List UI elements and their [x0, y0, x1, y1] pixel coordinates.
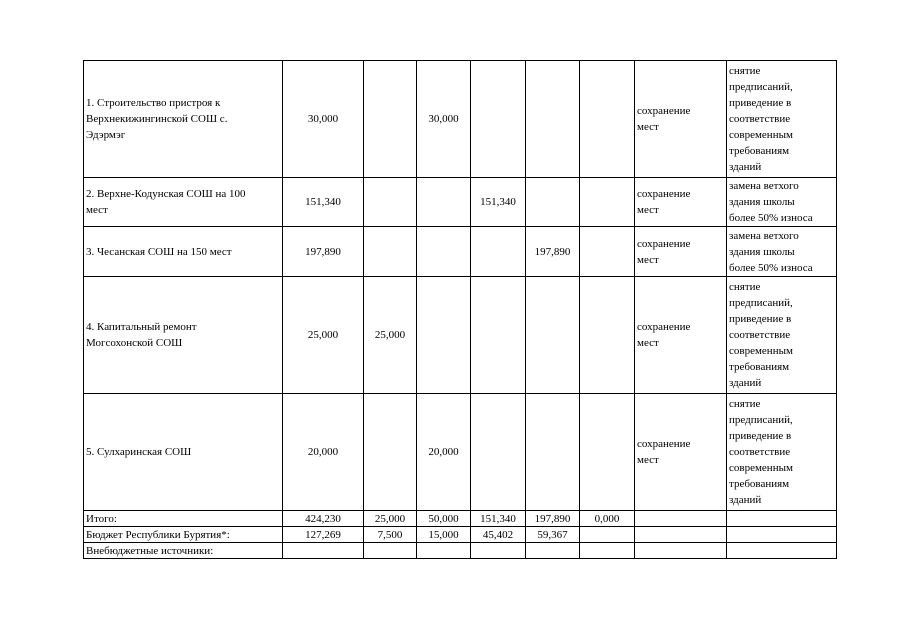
- project-name-cell: 1. Строительство пристроя к Верхнекижингинской СОШ с. Эдэрмэг: [84, 61, 283, 178]
- result-cell: сохранение мест: [635, 394, 727, 511]
- program-table: [83, 60, 837, 559]
- year-3-cell: [471, 394, 526, 511]
- year-1-cell: 25,000: [364, 511, 417, 527]
- table-row: [84, 277, 837, 394]
- total-row: [84, 511, 837, 527]
- year-1-cell: [364, 543, 417, 559]
- year-4-cell: [526, 277, 580, 394]
- year-4-cell: 59,367: [526, 527, 580, 543]
- year-5-cell: [580, 227, 635, 277]
- year-1-cell: 25,000: [364, 277, 417, 394]
- year-4-cell: [526, 543, 580, 559]
- year-1-cell: [364, 61, 417, 178]
- justification-cell: [727, 511, 837, 527]
- justification-cell: снятие предписаний, приведение в соответствие современным требованиям зданий: [727, 61, 837, 178]
- year-5-cell: 0,000: [580, 511, 635, 527]
- total-cost-cell: [283, 543, 364, 559]
- summary-label: Внебюджетные источники:: [84, 543, 283, 559]
- year-3-cell: [471, 277, 526, 394]
- year-1-cell: 7,500: [364, 527, 417, 543]
- total-cost-cell: 127,269: [283, 527, 364, 543]
- justification-cell: замена ветхого здания школы более 50% износа: [727, 227, 837, 277]
- table-row: [84, 394, 837, 511]
- year-5-cell: [580, 527, 635, 543]
- result-cell: [635, 543, 727, 559]
- year-2-cell: 15,000: [417, 527, 471, 543]
- extrabudgetary-row: [84, 543, 837, 559]
- justification-cell: снятие предписаний, приведение в соответствие современным требованиям зданий: [727, 394, 837, 511]
- year-5-cell: [580, 61, 635, 178]
- year-2-cell: 20,000: [417, 394, 471, 511]
- regional-budget-row: [84, 527, 837, 543]
- total-cost-cell: 151,340: [283, 178, 364, 227]
- year-5-cell: [580, 394, 635, 511]
- year-1-cell: [364, 227, 417, 277]
- project-name-cell: 3. Чесанская СОШ на 150 мест: [84, 227, 283, 277]
- project-name-cell: 2. Верхне-Кодунская СОШ на 100 мест: [84, 178, 283, 227]
- justification-cell: [727, 527, 837, 543]
- table-row: [84, 61, 837, 178]
- year-5-cell: [580, 178, 635, 227]
- project-name-cell: 4. Капитальный ремонт Могсохонской СОШ: [84, 277, 283, 394]
- result-cell: сохранение мест: [635, 227, 727, 277]
- table-row: [84, 227, 837, 277]
- table-row: [84, 178, 837, 227]
- summary-label: Бюджет Республики Бурятия*:: [84, 527, 283, 543]
- year-4-cell: [526, 178, 580, 227]
- total-cost-cell: 197,890: [283, 227, 364, 277]
- year-2-cell: [417, 543, 471, 559]
- year-2-cell: [417, 277, 471, 394]
- project-name-cell: 5. Сулхаринская СОШ: [84, 394, 283, 511]
- year-4-cell: [526, 394, 580, 511]
- justification-cell: снятие предписаний, приведение в соответствие современным требованиям зданий: [727, 277, 837, 394]
- year-2-cell: [417, 178, 471, 227]
- year-3-cell: 45,402: [471, 527, 526, 543]
- year-2-cell: 50,000: [417, 511, 471, 527]
- result-cell: сохранение мест: [635, 61, 727, 178]
- total-cost-cell: 20,000: [283, 394, 364, 511]
- result-cell: [635, 511, 727, 527]
- justification-cell: замена ветхого здания школы более 50% износа: [727, 178, 837, 227]
- year-3-cell: [471, 61, 526, 178]
- year-3-cell: [471, 227, 526, 277]
- year-4-cell: 197,890: [526, 511, 580, 527]
- year-5-cell: [580, 277, 635, 394]
- justification-cell: [727, 543, 837, 559]
- result-cell: сохранение мест: [635, 178, 727, 227]
- total-cost-cell: 424,230: [283, 511, 364, 527]
- result-cell: сохранение мест: [635, 277, 727, 394]
- result-cell: [635, 527, 727, 543]
- total-cost-cell: 30,000: [283, 61, 364, 178]
- year-2-cell: 30,000: [417, 61, 471, 178]
- year-2-cell: [417, 227, 471, 277]
- year-1-cell: [364, 178, 417, 227]
- summary-label: Итого:: [84, 511, 283, 527]
- year-3-cell: 151,340: [471, 178, 526, 227]
- year-1-cell: [364, 394, 417, 511]
- year-4-cell: 197,890: [526, 227, 580, 277]
- year-4-cell: [526, 61, 580, 178]
- total-cost-cell: 25,000: [283, 277, 364, 394]
- year-3-cell: 151,340: [471, 511, 526, 527]
- year-3-cell: [471, 543, 526, 559]
- year-5-cell: [580, 543, 635, 559]
